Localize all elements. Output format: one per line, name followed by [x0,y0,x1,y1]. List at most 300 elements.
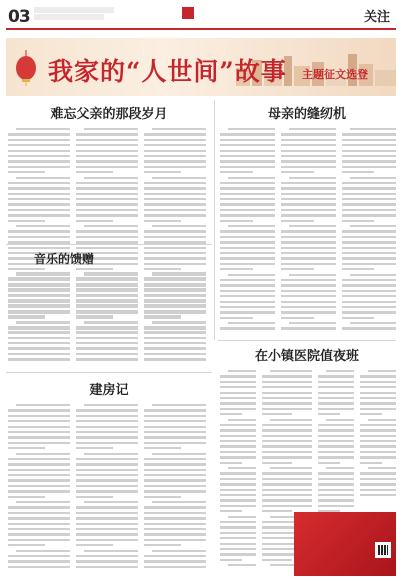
text-line-placeholder [76,268,113,270]
text-line-placeholder [342,236,396,238]
text-line-placeholder [220,160,275,162]
text-line-placeholder [144,337,206,339]
article-mother-col-3 [342,128,396,333]
text-line-placeholder [144,171,181,173]
text-line-placeholder [281,263,336,265]
text-line-placeholder [360,386,396,388]
text-line-placeholder [8,528,70,530]
text-line-placeholder [8,539,70,541]
text-line-placeholder [8,353,70,355]
text-line-placeholder [144,198,206,200]
text-line-placeholder [342,230,396,232]
text-line-placeholder [16,453,70,455]
text-line-placeholder [262,408,312,410]
text-line-placeholder [262,451,312,453]
text-line-placeholder [342,171,374,173]
text-line-placeholder [281,166,336,168]
text-line-placeholder [144,139,206,141]
text-line-placeholder [8,512,70,514]
banner-title: 我家的“人世间”故事 [48,57,287,86]
text-line-placeholder [8,420,70,422]
text-line-placeholder [16,550,70,552]
text-line-placeholder [152,128,206,130]
text-line-placeholder [342,144,396,146]
logo-mark-icon [182,7,194,19]
text-line-placeholder [8,517,70,519]
text-line-placeholder [144,294,206,296]
column-divider [214,100,215,340]
text-line-placeholder [262,505,312,507]
text-line-placeholder [144,447,181,449]
text-line-placeholder [220,279,275,281]
text-line-placeholder [220,284,275,286]
text-line-placeholder [76,512,138,514]
text-line-placeholder [8,214,70,216]
text-line-placeholder [16,272,70,274]
text-line-placeholder [270,370,312,372]
article-house-col-3 [144,404,206,571]
text-line-placeholder [220,150,275,152]
text-line-placeholder [281,317,314,319]
text-line-placeholder [84,453,138,455]
text-line-placeholder [281,182,336,184]
text-line-placeholder [220,402,256,404]
text-line-placeholder [76,331,138,333]
text-line-placeholder [8,506,70,508]
text-line-placeholder [228,370,256,372]
text-line-placeholder [281,193,336,195]
text-line-placeholder [262,440,312,442]
text-line-placeholder [360,472,396,474]
text-line-placeholder [76,198,138,200]
text-line-placeholder [144,458,206,460]
text-line-placeholder [8,236,70,238]
text-line-placeholder [144,479,206,481]
section-divider [6,372,212,373]
text-line-placeholder [144,353,206,355]
text-line-placeholder [8,358,70,360]
article-nightshift-col-1 [220,370,256,569]
text-line-placeholder [220,306,275,308]
text-line-placeholder [76,171,113,173]
text-line-placeholder [8,331,70,333]
article-title: 母亲的缝纫机 [267,107,346,122]
text-line-placeholder [360,494,396,496]
text-line-placeholder [84,272,138,274]
text-line-placeholder [228,419,256,421]
text-line-placeholder [8,294,70,296]
text-line-placeholder [360,445,396,447]
text-line-placeholder [8,544,45,546]
text-line-placeholder [281,306,336,308]
text-line-placeholder [144,166,206,168]
text-line-placeholder [76,209,138,211]
text-line-placeholder [84,128,138,130]
article-music-gift [6,248,212,268]
text-line-placeholder [8,160,70,162]
text-line-placeholder [144,409,206,411]
text-line-placeholder [289,177,336,179]
text-line-placeholder [144,431,206,433]
text-line-placeholder [318,505,354,507]
text-line-placeholder [350,177,396,179]
text-line-placeholder [8,533,70,535]
text-line-placeholder [342,198,396,200]
text-line-placeholder [262,402,312,404]
article-title: 建房记 [89,383,129,398]
text-line-placeholder [220,263,275,265]
text-line-placeholder [220,392,256,394]
text-line-placeholder [281,160,336,162]
text-line-placeholder [220,171,253,173]
text-line-placeholder [16,128,70,130]
text-line-placeholder [262,381,312,383]
text-line-placeholder [76,193,138,195]
text-line-placeholder [76,203,138,205]
text-line-placeholder [360,408,396,410]
text-line-placeholder [262,397,312,399]
text-line-placeholder [360,424,396,426]
text-line-placeholder [342,182,396,184]
text-line-placeholder [342,150,396,152]
text-line-placeholder [220,435,256,437]
text-line-placeholder [220,505,256,507]
text-line-placeholder [8,155,70,157]
text-line-placeholder [360,402,396,404]
text-line-placeholder [220,478,256,480]
text-line-placeholder [152,404,206,406]
text-line-placeholder [144,220,181,222]
issue-meta [34,7,124,21]
text-line-placeholder [228,467,256,469]
text-line-placeholder [342,209,396,211]
text-line-placeholder [144,463,206,465]
text-line-placeholder [350,322,396,324]
text-line-placeholder [318,483,354,485]
text-line-placeholder [76,283,138,285]
article-night-shift [218,343,396,366]
text-line-placeholder [342,290,396,292]
text-line-placeholder [8,304,70,306]
text-line-placeholder [144,214,206,216]
text-line-placeholder [360,392,396,394]
text-line-placeholder [144,331,206,333]
text-line-placeholder [8,150,70,152]
text-line-placeholder [262,494,312,496]
text-line-placeholder [144,347,206,349]
page-header [6,2,396,34]
text-line-placeholder [318,435,354,437]
text-line-placeholder [8,566,70,568]
text-line-placeholder [220,301,275,303]
text-line-placeholder [144,236,206,238]
text-line-placeholder [342,166,396,168]
text-line-placeholder [262,478,312,480]
header-rule [6,28,396,30]
text-line-placeholder [8,133,70,135]
text-line-placeholder [144,517,206,519]
section-divider [6,244,212,245]
text-line-placeholder [144,555,206,557]
text-line-placeholder [220,381,256,383]
text-line-placeholder [144,187,206,189]
text-line-placeholder [8,555,70,557]
text-line-placeholder [144,496,181,498]
text-line-placeholder [281,203,336,205]
text-line-placeholder [76,523,138,525]
text-line-placeholder [144,277,206,279]
text-line-placeholder [220,144,275,146]
text-line-placeholder [262,392,312,394]
text-line-placeholder [220,214,275,216]
text-line-placeholder [8,496,45,498]
text-line-placeholder [76,182,138,184]
text-line-placeholder [76,315,113,317]
text-line-placeholder [76,166,138,168]
text-line-placeholder [76,326,138,328]
text-line-placeholder [144,155,206,157]
text-line-placeholder [220,193,275,195]
text-line-placeholder [262,386,312,388]
text-line-placeholder [350,274,396,276]
text-line-placeholder [289,225,336,227]
text-line-placeholder [16,501,70,503]
text-line-placeholder [76,555,138,557]
text-line-placeholder [16,225,70,227]
text-line-placeholder [342,220,374,222]
text-line-placeholder [281,247,336,249]
text-line-placeholder [76,458,138,460]
text-line-placeholder [281,252,336,254]
text-line-placeholder [144,436,206,438]
text-line-placeholder [144,326,206,328]
text-line-placeholder [289,274,336,276]
text-line-placeholder [8,490,70,492]
text-line-placeholder [360,375,396,377]
text-line-placeholder [8,220,45,222]
text-line-placeholder [326,467,354,469]
text-line-placeholder [360,381,396,383]
text-line-placeholder [76,358,138,360]
text-line-placeholder [144,342,206,344]
text-line-placeholder [318,408,354,410]
text-line-placeholder [228,564,256,566]
text-line-placeholder [76,294,138,296]
article-title: 难忘父亲的那段岁月 [50,107,168,122]
text-line-placeholder [76,474,138,476]
text-line-placeholder [144,474,206,476]
text-line-placeholder [8,523,70,525]
text-line-placeholder [152,272,206,274]
text-line-placeholder [360,429,396,431]
text-line-placeholder [342,187,396,189]
text-line-placeholder [318,456,354,458]
text-line-placeholder [342,279,396,281]
advertisement-box [294,512,396,576]
text-line-placeholder [220,166,275,168]
text-line-placeholder [342,311,396,313]
text-line-placeholder [8,283,70,285]
article-house-col-2 [76,404,138,571]
text-line-placeholder [144,539,206,541]
text-line-placeholder [84,321,138,323]
text-line-placeholder [326,370,354,372]
text-line-placeholder [360,435,396,437]
text-line-placeholder [368,467,396,469]
text-line-placeholder [342,155,396,157]
text-line-placeholder [8,560,70,562]
text-line-placeholder [144,426,206,428]
text-line-placeholder [262,375,312,377]
lantern-icon [14,50,38,86]
text-line-placeholder [318,424,354,426]
text-line-placeholder [318,499,354,501]
text-line-placeholder [144,304,206,306]
text-line-placeholder [281,171,314,173]
text-line-placeholder [76,560,138,562]
text-line-placeholder [342,257,396,259]
text-line-placeholder [220,532,256,534]
article-mother-sewing-machine [218,101,396,124]
text-line-placeholder [8,442,70,444]
text-line-placeholder [76,342,138,344]
text-line-placeholder [220,526,256,528]
text-line-placeholder [76,236,138,238]
text-line-placeholder [152,453,206,455]
text-line-placeholder [220,559,242,561]
text-line-placeholder [152,321,206,323]
text-line-placeholder [228,177,275,179]
text-line-placeholder [8,144,70,146]
text-line-placeholder [360,397,396,399]
text-line-placeholder [76,496,113,498]
text-line-placeholder [220,386,256,388]
text-line-placeholder [318,494,354,496]
text-line-placeholder [144,533,206,535]
text-line-placeholder [144,203,206,205]
text-line-placeholder [144,268,181,270]
text-line-placeholder [360,413,382,415]
text-line-placeholder [76,310,138,312]
text-line-placeholder [368,419,396,421]
text-line-placeholder [152,225,206,227]
text-line-placeholder [281,133,336,135]
text-line-placeholder [342,301,396,303]
text-line-placeholder [144,209,206,211]
text-line-placeholder [350,128,396,130]
text-line-placeholder [318,386,354,388]
article-father [6,101,212,124]
text-line-placeholder [76,420,138,422]
text-line-placeholder [220,203,275,205]
text-line-placeholder [8,193,70,195]
article-house-building [6,377,212,400]
text-line-placeholder [281,139,336,141]
text-line-placeholder [262,483,312,485]
text-line-placeholder [76,447,113,449]
text-line-placeholder [220,521,256,523]
text-line-placeholder [281,284,336,286]
text-line-placeholder [76,347,138,349]
text-line-placeholder [76,506,138,508]
text-line-placeholder [76,353,138,355]
text-line-placeholder [76,436,138,438]
text-line-placeholder [220,408,256,410]
text-line-placeholder [281,295,336,297]
text-line-placeholder [8,326,70,328]
text-line-placeholder [8,479,70,481]
text-line-placeholder [144,415,206,417]
text-line-placeholder [8,288,70,290]
text-line-placeholder [76,442,138,444]
text-line-placeholder [76,337,138,339]
text-line-placeholder [76,479,138,481]
text-line-placeholder [8,485,70,487]
article-title: 在小镇医院值夜班 [254,349,359,364]
text-line-placeholder [342,193,396,195]
text-line-placeholder [144,560,206,562]
text-line-placeholder [76,214,138,216]
text-line-placeholder [318,478,354,480]
text-line-placeholder [220,252,275,254]
text-line-placeholder [144,182,206,184]
text-line-placeholder [342,247,396,249]
article-title: 音乐的馈赠 [34,252,95,266]
text-line-placeholder [220,295,275,297]
text-line-placeholder [262,445,312,447]
text-line-placeholder [220,317,253,319]
text-line-placeholder [144,490,206,492]
text-line-placeholder [262,499,312,501]
text-line-placeholder [144,358,206,360]
text-line-placeholder [220,236,275,238]
text-line-placeholder [220,462,242,464]
text-line-placeholder [8,342,70,344]
text-line-placeholder [76,528,138,530]
text-line-placeholder [220,537,256,539]
text-line-placeholder [76,139,138,141]
text-line-placeholder [281,198,336,200]
text-line-placeholder [220,247,275,249]
text-line-placeholder [342,306,396,308]
page-number: 03 [8,7,30,27]
text-line-placeholder [228,128,275,130]
text-line-placeholder [281,290,336,292]
text-line-placeholder [76,277,138,279]
text-line-placeholder [144,193,206,195]
text-line-placeholder [76,469,138,471]
text-line-placeholder [220,548,256,550]
text-line-placeholder [76,150,138,152]
text-line-placeholder [34,14,104,20]
text-line-placeholder [228,274,275,276]
text-line-placeholder [8,447,45,449]
text-line-placeholder [281,144,336,146]
text-line-placeholder [342,263,396,265]
text-line-placeholder [262,435,312,437]
text-line-placeholder [8,203,70,205]
qr-code-icon [375,542,391,558]
article-house-col-1 [8,404,70,571]
text-line-placeholder [8,209,70,211]
text-line-placeholder [144,310,206,312]
text-line-placeholder [360,483,396,485]
text-line-placeholder [8,139,70,141]
text-line-placeholder [318,489,354,491]
text-line-placeholder [8,310,70,312]
feature-banner [6,38,396,96]
text-line-placeholder [76,304,138,306]
